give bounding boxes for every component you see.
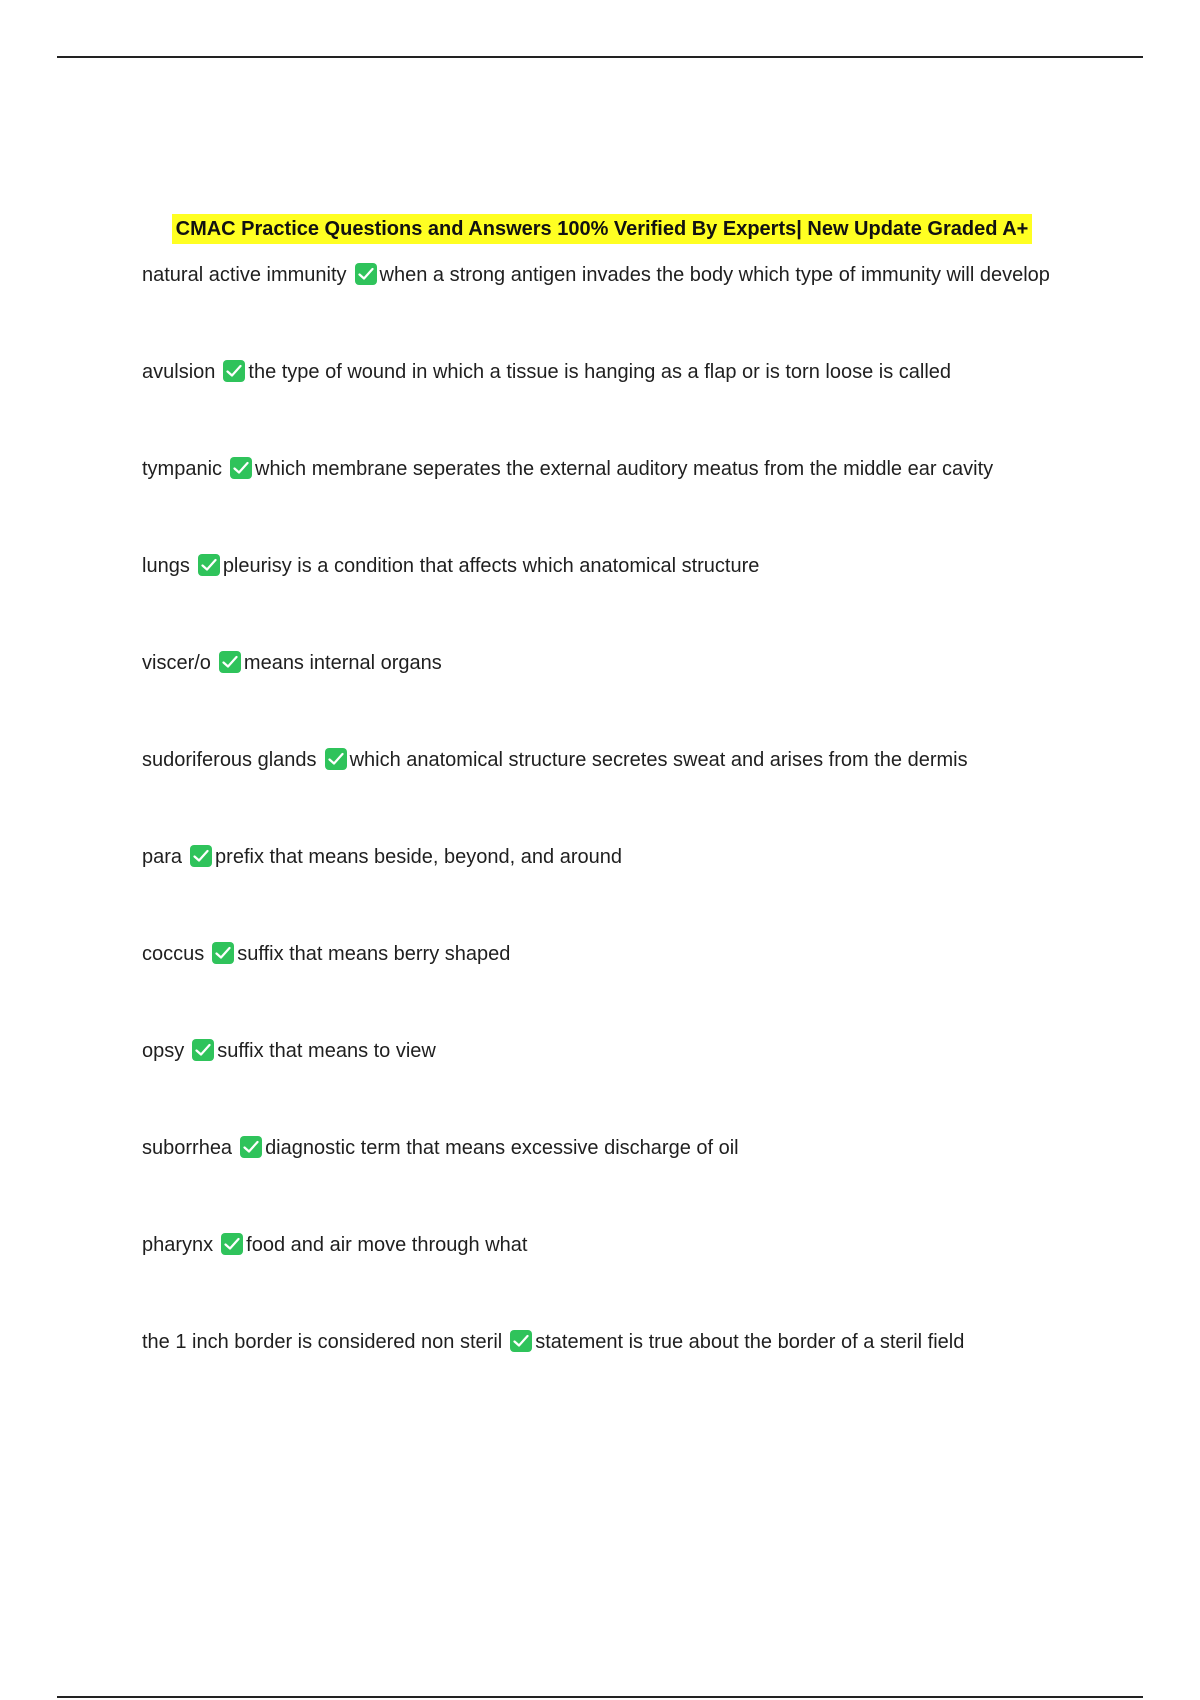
- qa-list: [142, 260, 1062, 1358]
- check-mark-icon: [221, 1233, 243, 1255]
- qa-item: [142, 357, 1062, 388]
- qa-item: [142, 1036, 1062, 1067]
- qa-term: the 1 inch border is considered non steril: [142, 1331, 503, 1353]
- document-body: [142, 214, 1062, 1424]
- qa-item: [142, 648, 1062, 679]
- qa-term: avulsion: [142, 361, 216, 383]
- qa-term: sudoriferous glands: [142, 749, 317, 771]
- qa-definition: statement is true about the border of a steril field: [535, 1331, 965, 1353]
- qa-term: natural active immunity: [142, 264, 347, 286]
- qa-item: [142, 260, 1062, 291]
- qa-term: viscer/o: [142, 652, 211, 674]
- qa-item: [142, 454, 1062, 485]
- qa-definition: pleurisy is a condition that affects which anatomical structure: [222, 555, 760, 577]
- check-mark-icon: [240, 1136, 262, 1158]
- qa-definition: suffix that means berry shaped: [237, 943, 511, 965]
- qa-term: tympanic: [142, 458, 223, 480]
- check-mark-icon: [510, 1330, 532, 1352]
- check-mark-icon: [223, 360, 245, 382]
- qa-term: lungs: [142, 555, 190, 577]
- check-mark-icon: [230, 457, 252, 479]
- qa-term: para: [142, 846, 183, 868]
- qa-definition: when a strong antigen invades the body which type of immunity will develop: [379, 264, 1050, 286]
- check-mark-icon: [198, 554, 220, 576]
- qa-definition: diagnostic term that means excessive discharge of oil: [265, 1137, 739, 1159]
- qa-definition: which anatomical structure secretes sweat and arises from the dermis: [349, 749, 968, 771]
- check-mark-icon: [190, 845, 212, 867]
- qa-item: [142, 939, 1062, 970]
- qa-term: opsy: [142, 1040, 185, 1062]
- qa-definition: which membrane seperates the external auditory meatus from the middle ear cavity: [255, 458, 994, 480]
- qa-definition: prefix that means beside, beyond, and around: [215, 846, 622, 868]
- bottom-rule: [57, 1696, 1143, 1698]
- top-rule: [57, 56, 1143, 58]
- qa-definition: suffix that means to view: [217, 1040, 436, 1062]
- qa-item: [142, 1327, 1062, 1358]
- qa-term: suborrhea: [142, 1137, 233, 1159]
- check-mark-icon: [219, 651, 241, 673]
- qa-item: [142, 1133, 1062, 1164]
- check-mark-icon: [355, 263, 377, 285]
- check-mark-icon: [325, 748, 347, 770]
- qa-definition: the type of wound in which a tissue is hanging as a flap or is torn loose is called: [248, 361, 952, 383]
- qa-item: [142, 842, 1062, 873]
- qa-definition: means internal organs: [243, 652, 442, 674]
- qa-item: [142, 1230, 1062, 1261]
- qa-item: [142, 551, 1062, 582]
- document-title: CMAC Practice Questions and Answers 100% Verified By Experts| New Update Graded A+: [172, 214, 1033, 244]
- qa-term: pharynx: [142, 1234, 214, 1256]
- qa-term: coccus: [142, 943, 205, 965]
- check-mark-icon: [192, 1039, 214, 1061]
- title-wrapper: [122, 214, 1082, 244]
- qa-definition: food and air move through what: [246, 1234, 528, 1256]
- check-mark-icon: [212, 942, 234, 964]
- qa-item: [142, 745, 1062, 776]
